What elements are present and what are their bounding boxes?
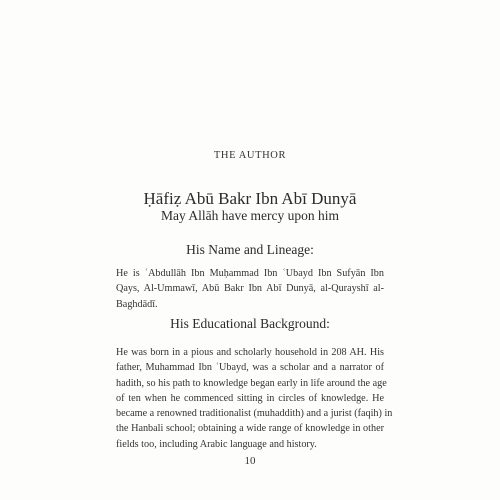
paragraph-education	[116, 345, 393, 452]
paragraph-line: He is ʿAbdullāh Ibn Muḥammad Ibn ʿUbayd Ibn Sufyān Ibn	[116, 268, 384, 279]
paragraph-line: Baghdādī.	[116, 298, 158, 310]
chapter-label: THE AUTHOR	[213, 150, 287, 161]
section-heading-education: His Educational Background:	[170, 316, 330, 331]
paragraph-line: He was born in a pious and scholarly household in 208 AH. His	[116, 347, 384, 358]
section-heading-name-lineage: His Name and Lineage:	[186, 242, 314, 257]
paragraph-name-lineage	[116, 266, 384, 312]
paragraph-line: father, Muhammad Ibn ʿUbayd, was a scholar and a narrator of	[116, 362, 384, 374]
honorific: May Allāh have mercy upon him	[160, 208, 340, 223]
paragraph-line: fields too, including Arabic language and history.	[116, 438, 317, 450]
author-name: Ḥāfiẓ Abū Bakr Ibn Abī Dunyā	[143, 189, 357, 208]
paragraph-line: hadith, so his path to knowledge began early in life around the age	[116, 377, 387, 389]
paragraph-line: the Hanbali school; obtaining a wide range of knowledge in other	[116, 423, 384, 435]
paragraph-line: became a renowned traditionalist (muhaddith) and a jurist (faqih) in	[116, 408, 393, 420]
page-number: 10	[244, 455, 256, 467]
paragraph-line: of ten when he commenced sitting in circles of knowledge. He	[116, 392, 384, 404]
paragraph-line: Qays, Al-Ummawī, Abū Bakr Ibn Abī Dunyā, al-Qurayshī al-	[116, 283, 384, 295]
